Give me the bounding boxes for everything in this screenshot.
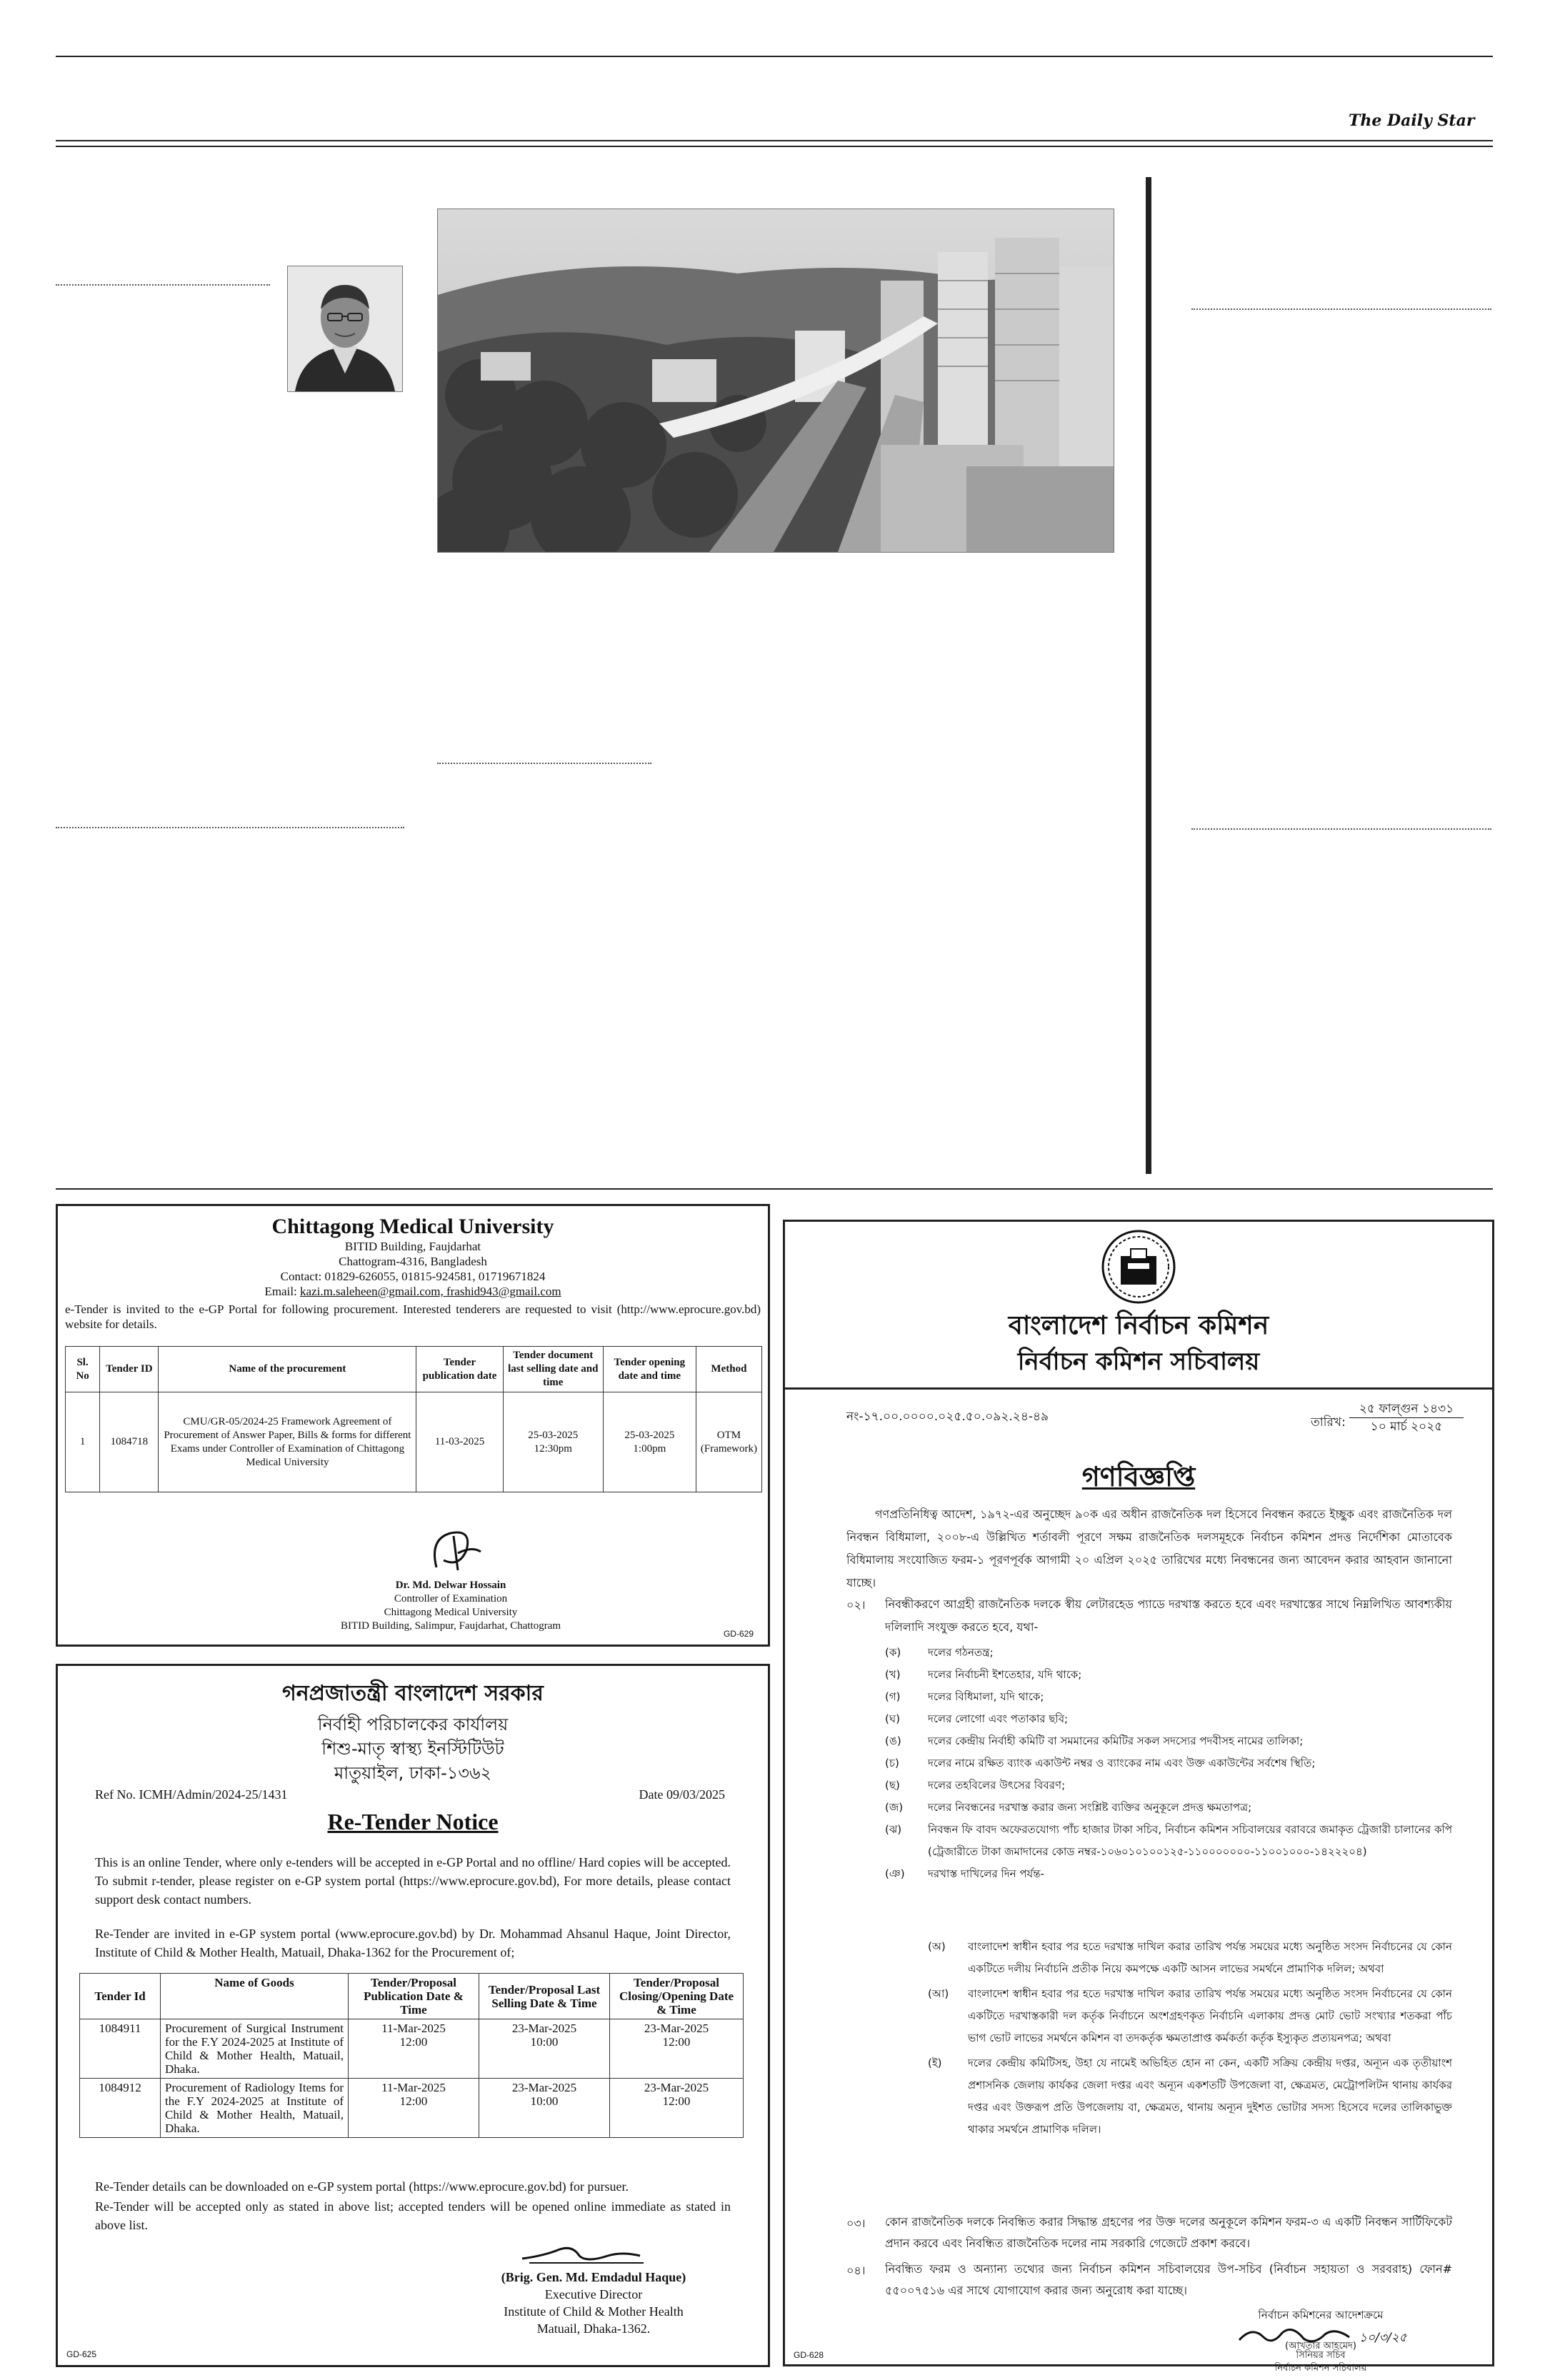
cell-closing bbox=[610, 2079, 744, 2138]
cmu-signature-block bbox=[272, 1579, 629, 1633]
cmu-gd-code: GD-629 bbox=[723, 1629, 754, 1639]
cmu-signer-title: Controller of Examination bbox=[394, 1593, 508, 1605]
cell-method: OTM (Framework) bbox=[696, 1392, 761, 1492]
selling-date: 23-Mar-2025 bbox=[511, 2022, 577, 2035]
list-item-key: (ছ) bbox=[885, 1779, 900, 1792]
cell-selling-date bbox=[503, 1392, 603, 1492]
left-col-divider-1 bbox=[56, 284, 270, 286]
col-header-selling: Tender document last selling date and time bbox=[503, 1347, 603, 1392]
list-item-key: (ঝ) bbox=[885, 1823, 902, 1836]
col-header-publication: Tender/Proposal Publication Date & Time bbox=[349, 1974, 479, 2019]
ec-signature-date: ১০/৩/২৫ bbox=[1359, 2331, 1407, 2345]
list-item-key: (জ) bbox=[885, 1801, 904, 1814]
icmh-footnote-2: Re-Tender will be accepted only as stated in above list; accepted tenders will be opened online immediate as stated in above list. bbox=[95, 2199, 731, 2232]
ec-para-4-num: ০৪। bbox=[846, 2264, 866, 2277]
ec-date-english: ১০ মার্চ ২০২৫ bbox=[1370, 1420, 1443, 1434]
list-item-key: (ক) bbox=[885, 1646, 901, 1659]
ec-signer-name: (আখতার আহমেদ) bbox=[1285, 2341, 1356, 2351]
ec-document-list bbox=[885, 1642, 1452, 1885]
publication-date: 11-Mar-2025 bbox=[381, 2081, 446, 2094]
icmh-retender-ad bbox=[56, 1664, 770, 2367]
col-header-closing: Tender/Proposal Closing/Opening Date & Time bbox=[610, 1974, 744, 2019]
cell-closing bbox=[610, 2019, 744, 2079]
closing-time: 12:00 bbox=[662, 2035, 691, 2049]
cmu-address-2: Chattogram-4316, Bangladesh bbox=[339, 1255, 487, 1268]
right-col-divider-1 bbox=[1191, 308, 1491, 310]
cmu-contact: Contact: 01829-626055, 01815-924581, 01719671824 bbox=[280, 1270, 546, 1283]
icmh-signer-org: Institute of Child & Mother Health bbox=[504, 2304, 684, 2319]
ec-paragraph-3: কোন রাজনৈতিক দলকে নিবন্ধিত করার সিদ্ধান্ত গ্রহণের পর উক্ত দলের অনুকূলে কমিশন ফরম-৩ এ একটি নিবন্ধন সার্টিফিকেট প্রদান করবে এবং নিবন্ধিত রাজনৈতিক দলের নাম সরকারি গেজেটে প্রকাশ করবে। bbox=[885, 2215, 1452, 2250]
selling-time: 10:00 bbox=[530, 2035, 559, 2049]
list-item-key: (ঘ) bbox=[885, 1712, 900, 1725]
ec-para-3-num: ০৩। bbox=[846, 2216, 866, 2230]
table-row bbox=[80, 2079, 744, 2138]
cmu-intro: e-Tender is invited to the e-GP Portal for following procurement. Interested tenderers are requested to visit (http://www.eprocure.gov.bd) website for details. bbox=[65, 1302, 761, 1331]
list-item bbox=[885, 1797, 1452, 1819]
cell-tender-id: 1084718 bbox=[100, 1392, 159, 1492]
ec-sub-list bbox=[928, 1936, 1452, 2141]
ec-para-2-num: ০২। bbox=[846, 1598, 866, 1612]
ec-order-line: নির্বাচন কমিশনের আদেশক্রমে bbox=[1258, 2309, 1384, 2321]
opening-date: 25-03-2025 bbox=[624, 1429, 675, 1441]
list-item bbox=[885, 1819, 1452, 1863]
selling-time: 10:00 bbox=[530, 2094, 559, 2108]
ec-heading: গণবিজ্ঞপ্তি bbox=[1081, 1461, 1196, 1492]
ec-date-label: তারিখ: bbox=[1311, 1415, 1346, 1430]
list-item-text: দরখাস্ত দাখিলের দিন পর্যন্ত- bbox=[928, 1867, 1044, 1880]
list-item bbox=[885, 1752, 1452, 1774]
selling-date: 23-Mar-2025 bbox=[511, 2081, 577, 2094]
publication-time: 12:00 bbox=[399, 2035, 428, 2049]
table-row bbox=[80, 2019, 744, 2079]
cell-publication-date: 11-03-2025 bbox=[416, 1392, 503, 1492]
col-header-publication: Tender publication date bbox=[416, 1347, 503, 1392]
ec-ref-number: নং-১৭.০০.০০০০.০২৫.৫০.০৯২.২৪-৪৯ bbox=[846, 1410, 1049, 1424]
list-item-key: (ঞ) bbox=[885, 1867, 905, 1880]
cell-procurement-name: CMU/GR-05/2024-25 Framework Agreement of Procurement of Answer Paper, Bills & forms for different Exams under Controller of Examination of Chittagong Medical University bbox=[159, 1392, 416, 1492]
col-header-opening: Tender opening date and time bbox=[603, 1347, 696, 1392]
cell-tender-id: 1084911 bbox=[80, 2019, 161, 2079]
icmh-signer-address: Matuail, Dhaka-1362. bbox=[536, 2321, 651, 2336]
icmh-tender-table bbox=[79, 1973, 744, 2138]
list-item-text: দলের নিবন্ধনের দরখাস্ত করার জন্য সংশ্লিষ্ট ব্যক্তির অনুকূলে প্রদত্ত ক্ষমতাপত্র; bbox=[928, 1801, 1252, 1814]
cmu-tender-ad bbox=[56, 1204, 770, 1647]
icmh-heading: Re-Tender Notice bbox=[327, 1809, 499, 1834]
list-item-key: (গ) bbox=[885, 1690, 901, 1703]
cmu-signer-name: Dr. Md. Delwar Hossain bbox=[395, 1580, 506, 1591]
center-col-divider bbox=[437, 763, 651, 764]
list-item-key: (খ) bbox=[885, 1668, 901, 1681]
cmu-email-link[interactable]: kazi.m.saleheen@gmail.com, frashid943@gmail.com bbox=[300, 1285, 561, 1298]
cell-publication bbox=[349, 2079, 479, 2138]
cmu-email-line bbox=[58, 1284, 768, 1299]
masthead-brand: The Daily Star bbox=[1349, 111, 1475, 130]
list-item-key: (আ) bbox=[928, 1987, 949, 2000]
ec-emblem-icon bbox=[1099, 1227, 1178, 1306]
cmu-tender-table bbox=[65, 1346, 762, 1492]
ec-paragraph-2: নিবন্ধীকরণে আগ্রহী রাজনৈতিক দলকে স্বীয় লেটারহেড প্যাডে দরখাস্ত করতে হবে এবং দরখাস্তের সাথে নিম্নলিখিত আবশ্যকীয় দলিলাদি সংযুক্ত করতে হবে, যথা- bbox=[885, 1597, 1452, 1634]
icmh-paragraph-1: This is an online Tender, where only e-tenders will be accepted in e-GP Portal and no offline/ Hard copies will be accepted. To submit r-tender, please register on e-GP system portal (https://www.eprocure.gov.bd), For more details, please contact support desk contact numbers. bbox=[95, 1855, 731, 1907]
table-header-row bbox=[66, 1347, 762, 1392]
cell-sl: 1 bbox=[66, 1392, 100, 1492]
ec-signer-title: সিনিয়র সচিব bbox=[1296, 2350, 1346, 2361]
ec-title-2: নির্বাচন কমিশন সচিবালয় bbox=[1017, 1347, 1260, 1376]
col-header-method: Method bbox=[696, 1347, 761, 1392]
masthead-rule-1 bbox=[56, 140, 1493, 141]
list-item bbox=[885, 1708, 1452, 1730]
list-item bbox=[885, 1686, 1452, 1708]
cell-goods-name: Procurement of Surgical Instrument for the F.Y 2024-2025 at Institute of Child & Mother Health, Matuail, Dhaka. bbox=[161, 2019, 349, 2079]
cell-publication bbox=[349, 2019, 479, 2079]
publication-time: 12:00 bbox=[399, 2094, 428, 2108]
cell-goods-name: Procurement of Radiology Items for the F.Y 2024-2025 at Institute of Child & Mother Health, Matuail, Dhaka. bbox=[161, 2079, 349, 2138]
cell-selling bbox=[479, 2079, 610, 2138]
list-item bbox=[885, 1863, 1452, 1885]
list-item-text: দলের বিধিমালা, যদি থাকে; bbox=[928, 1690, 1044, 1703]
col-header-goods: Name of Goods bbox=[161, 1974, 349, 2019]
col-header-selling: Tender/Proposal Last Selling Date & Time bbox=[479, 1974, 610, 2019]
ec-date-block bbox=[1349, 1400, 1464, 1435]
icmh-ref-number: Ref No. ICMH/Admin/2024-25/1431 bbox=[95, 1787, 288, 1802]
list-item bbox=[885, 1730, 1452, 1752]
cmu-address-1: BITID Building, Faujdarhat bbox=[344, 1240, 481, 1253]
top-rule bbox=[56, 56, 1493, 57]
cell-tender-id: 1084912 bbox=[80, 2079, 161, 2138]
icmh-footnote-1: Re-Tender details can be downloaded on e-GP system portal (https://www.eprocure.gov.bd) for pursuer. bbox=[95, 2179, 629, 2194]
list-item-text: বাংলাদেশ স্বাধীন হবার পর হতে দরখাস্ত দাখিল করার তারিখ পর্যন্ত সময়ের মধ্যে অনুষ্ঠিত সংসদ নির্বাচনের যে কোন একটিতে দরখাস্তকারী দল কর্তৃক নির্বাচনে অংশগ্রহণকৃত নির্বাচনি এলাকায় প্রদত্ত মোট ভোট সংখ্যার শতকরা পাঁচ ভাগ ভোট লাভের সমর্থনে কমিশন বা তদকর্তৃক ক্ষমতাপ্রাপ্ত কর্মকর্তা কর্তৃক ইস্যুকৃত প্রত্যয়নপত্র; অথবা bbox=[968, 1987, 1452, 2044]
ec-date-bangla: ২৫ ফাল্গুন ১৪৩১ bbox=[1349, 1400, 1464, 1418]
right-col-vrule bbox=[1146, 177, 1151, 1174]
cmu-email-label: Email: bbox=[264, 1285, 301, 1298]
list-item-text: বাংলাদেশ স্বাধীন হবার পর হতে দরখাস্ত দাখিল করার তারিখ পর্যন্ত সময়ের মধ্যে অনুষ্ঠিত সংসদ নির্বাচনের যে কোন একটিতে দলীয় নির্বাচনি প্রতীক নিয়ে কমপক্ষে একটি আসন লাভের সমর্থনে প্রামাণিক দলিল; অথবা bbox=[968, 1940, 1452, 1975]
closing-date: 23-Mar-2025 bbox=[644, 2081, 709, 2094]
icmh-signer-name: (Brig. Gen. Md. Emdadul Haque) bbox=[501, 2270, 686, 2284]
icmh-signature bbox=[515, 2234, 651, 2270]
list-item-text: নিবন্ধন ফি বাবদ অফেরতযোগ্য পাঁচ হাজার টাকা সচিব, নির্বাচন কমিশন সচিবালয়ের বরাবরে জমাকৃত ট্রেজারী চালানের কপি (ট্রেজারীতে টাকা জমাদানের কোড নম্বর-১০৬০১০১০০১২৫-১১০০০০০০০-১১০০১০০০-১৪২২২০৪) bbox=[928, 1823, 1452, 1858]
icmh-institute: শিশু-মাতৃ স্বাস্থ্য ইনস্টিটিউট bbox=[321, 1739, 504, 1759]
ec-signature-block bbox=[1185, 2341, 1456, 2360]
city-flyover-photo bbox=[437, 209, 1114, 553]
icmh-date: Date 09/03/2025 bbox=[639, 1787, 725, 1802]
list-item bbox=[885, 1664, 1452, 1686]
list-item-text: দলের কেন্দ্রীয় নির্বাহী কমিটি বা সমমানের কমিটির সকল সদস্যের পদবীসহ নামের তালিকা; bbox=[928, 1734, 1304, 1747]
icmh-paragraph-2: Re-Tender are invited in e-GP system portal (www.eprocure.gov.bd) by Dr. Mohammad Ahsanul Haque, Joint Director, Institute of Child & Mother Health, Matuail, Dhaka-1362 for the Procurement of; bbox=[95, 1927, 731, 1959]
table-header-row bbox=[80, 1974, 744, 2019]
list-item-key: (অ) bbox=[928, 1940, 946, 1953]
cell-selling bbox=[479, 2019, 610, 2079]
list-item bbox=[928, 2052, 1452, 2141]
selling-time: 12:30pm bbox=[534, 1442, 572, 1455]
ads-top-rule bbox=[56, 1188, 1493, 1190]
ec-title-1: বাংলাদেশ নির্বাচন কমিশন bbox=[1008, 1311, 1269, 1340]
list-item bbox=[928, 1936, 1452, 1980]
list-item-text: দলের তহবিলের উৎসের বিবরণ; bbox=[928, 1779, 1066, 1792]
icmh-gd-code: GD-625 bbox=[66, 2349, 97, 2359]
list-item-text: দলের লোগো এবং পতাকার ছবি; bbox=[928, 1712, 1069, 1725]
cmu-signer-org: Chittagong Medical University bbox=[384, 1607, 518, 1618]
icmh-office: নির্বাহী পরিচালকের কার্যালয় bbox=[317, 1714, 509, 1734]
ec-public-notice-ad bbox=[783, 1220, 1494, 2374]
icmh-gov-name: গনপ্রজাতন্ত্রী বাংলাদেশ সরকার bbox=[282, 1681, 544, 1706]
list-item-key: (ই) bbox=[928, 2057, 942, 2069]
ec-header-rule bbox=[785, 1387, 1492, 1390]
list-item bbox=[928, 1983, 1452, 2049]
icmh-signer-title: Executive Director bbox=[544, 2287, 643, 2301]
col-header-name: Name of the procurement bbox=[159, 1347, 416, 1392]
closing-time: 12:00 bbox=[662, 2094, 691, 2108]
cmu-signature bbox=[422, 1525, 486, 1575]
cmu-title: Chittagong Medical University bbox=[271, 1215, 554, 1238]
list-item bbox=[885, 1642, 1452, 1664]
closing-date: 23-Mar-2025 bbox=[644, 2022, 709, 2035]
list-item-key: (ঙ) bbox=[885, 1734, 901, 1747]
selling-date: 25-03-2025 bbox=[528, 1429, 579, 1441]
list-item-text: দলের কেন্দ্রীয় কমিটিসহ, উহা যে নামেই অভিহিত হোন না কেন, একটি সক্রিয় কেন্দ্রীয় দপ্তর, অন্যূন এক তৃতীয়াংশ প্রশাসনিক জেলায় কার্যকর জেলা দপ্তর এবং অন্যূন একশতটি উপজেলা বা, ক্ষেত্রমত, মেট্রোপলিটন থানায় কার্যকর দপ্তর এবং উক্তরূপ প্রতি উপজেলায় বা, ক্ষেত্রমত, থানায় অন্যূন দুইশত ভোটার সদস্য হিসেবে দলের তালিকাভুক্ত থাকার সমর্থনে প্রামাণিক দলিল। bbox=[968, 2057, 1452, 2136]
list-item bbox=[885, 1774, 1452, 1797]
col-header-tender-id: Tender Id bbox=[80, 1974, 161, 2019]
col-header-tender-id: Tender ID bbox=[100, 1347, 159, 1392]
ec-paragraph-4: নিবন্ধিত ফরম ও অন্যান্য তথ্যের জন্য নির্বাচন কমিশন সচিবালয়ের উপ-সচিব (নির্বাচন সহায়তা ও সরবরাহ) ফোন# ৫৫০০৭৫১৬ এর সাথে যোগাযোগ করার জন্য অনুরোধ করা যাচ্ছে। bbox=[885, 2262, 1452, 2297]
right-col-divider-2 bbox=[1191, 828, 1491, 830]
ec-gd-code: GD-628 bbox=[794, 2350, 824, 2360]
publication-date: 11-Mar-2025 bbox=[381, 2022, 446, 2035]
opening-time: 1:00pm bbox=[633, 1442, 666, 1455]
list-item-text: দলের নির্বাচনী ইশতেহার, যদি থাকে; bbox=[928, 1668, 1082, 1681]
table-row bbox=[66, 1392, 762, 1492]
cell-opening-date bbox=[603, 1392, 696, 1492]
col-header-sl: Sl. No bbox=[66, 1347, 100, 1392]
icmh-signature-block bbox=[458, 2269, 729, 2337]
cmu-signer-address: BITID Building, Salimpur, Faujdarhat, Chattogram bbox=[340, 1620, 561, 1632]
list-item-text: দলের গঠনতন্ত্র; bbox=[928, 1646, 994, 1659]
list-item-key: (চ) bbox=[885, 1757, 899, 1769]
left-col-divider-2 bbox=[56, 827, 404, 828]
masthead-rule-2 bbox=[56, 146, 1493, 147]
icmh-place: মাতুয়াইল, ঢাকা-১৩৬২ bbox=[334, 1763, 492, 1783]
list-item-text: দলের নামে রক্ষিত ব্যাংক একাউন্ট নম্বর ও ব্যাংকের নাম এবং উক্ত একাউন্টের সর্বশেষ স্থিতি; bbox=[928, 1757, 1316, 1769]
columnist-portrait bbox=[287, 266, 403, 392]
ec-signer-org: নির্বাচন কমিশন সচিবালয় bbox=[1274, 2363, 1367, 2374]
ec-paragraph-1: গণপ্রতিনিধিত্ব আদেশ, ১৯৭২-এর অনুচ্ছেদ ৯০ক এর অধীন রাজনৈতিক দল হিসেবে নিবন্ধন করতে ইচ্ছুক এবং রাজনৈতিক দল নিবন্ধন বিধিমালা, ২০০৮-এ উল্লিখিত শর্তাবলী পূরণে সক্ষম রাজনৈতিক দলসমূহকে নির্বাচন কমিশন প্রদত্ত নির্দেশিকা মোতাবেক বিধিমালায় সংযোজিত ফরম-১ পূরণপূর্বক আগামী ২০ এপ্রিল ২০২৫ তারিখের মধ্যে নিবন্ধনের জন্য আবেদন করার আহবান জানানো যাচ্ছে। bbox=[846, 1507, 1452, 1590]
